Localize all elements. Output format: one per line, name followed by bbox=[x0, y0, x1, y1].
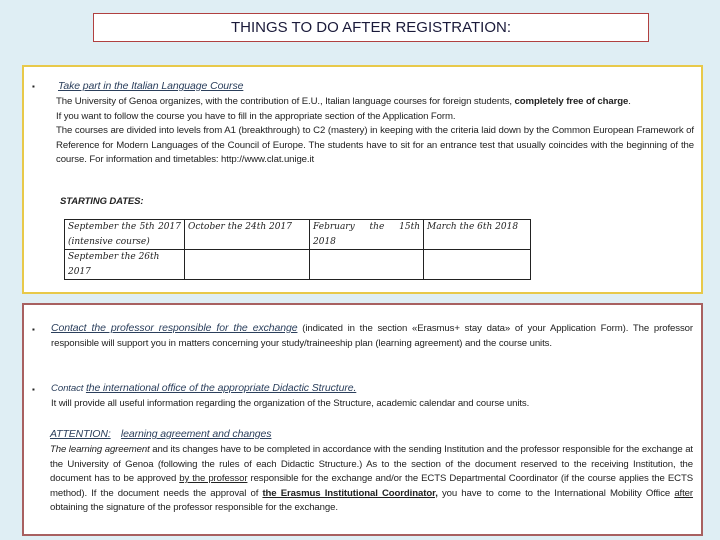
office-contact: Contact the international office of the appropriate Didactic Structure. It will provide all useful information regarding the organization of the Structure, academic calendar and course units. bbox=[51, 382, 530, 409]
table-row: September the 26th 2017 bbox=[65, 250, 531, 280]
contacts-section bbox=[22, 303, 703, 536]
page-title: THINGS TO DO AFTER REGISTRATION: bbox=[93, 13, 649, 42]
starting-dates-label: STARTING DATES: bbox=[60, 196, 144, 207]
table-row: September the 5th 2017 (intensive course) October the 24th 2017 February the 15th 2018 March the 6th 2018 bbox=[65, 220, 531, 250]
professor-contact: Contact the professor responsible for the exchange (indicated in the section «Erasmus+ stay data» of your Application Form). The professor responsible will support you in matters concerning your study/traineeship plan (learning agreement) and the course units. bbox=[51, 322, 693, 349]
bullet: ▪ bbox=[32, 82, 35, 91]
attention-heading: ATTENTION: learning agreement and changes bbox=[50, 428, 272, 440]
course-description: The University of Genoa organizes, with the contribution of E.U., Italian language courses for foreign students, completely free of charge. If you want to follow the course you have to fill in the appropriate section of the Application Form. The courses are divided into levels from A1 (breakthrough) to C2 (mastery) in keeping with the criteria laid down by the Common European Framework of Reference for Modern Languages of the Council of Europe. The students have to sit for an entrance test that usually coincides with the beginning of the course. For information and timetables: http://www.clat.unige.it bbox=[56, 96, 694, 166]
bullet: ▪ bbox=[32, 385, 35, 394]
starting-dates-table bbox=[64, 219, 531, 280]
bullet: ▪ bbox=[32, 325, 35, 334]
section-heading: Take part in the Italian Language Course bbox=[58, 80, 244, 92]
language-course-section bbox=[22, 65, 703, 294]
learning-agreement-text: The learning agreement and its changes have to be completed in accordance with the sending Institution and the professor responsible for the exchange at the University of Genoa (following the rules of each Didactic Structure.) As to the section of the document reserved to the receiving Institution, the document has to be approved by the professor responsible for the exchange and/or the ECTS Departmental Coordinator (if the course applies the ECTS method). If the document needs the approval of the Erasmus Institutional Coordinator, you have to come to the International Mobility Office after obtaining the signature of the professor responsible for the exchange. bbox=[50, 444, 694, 514]
